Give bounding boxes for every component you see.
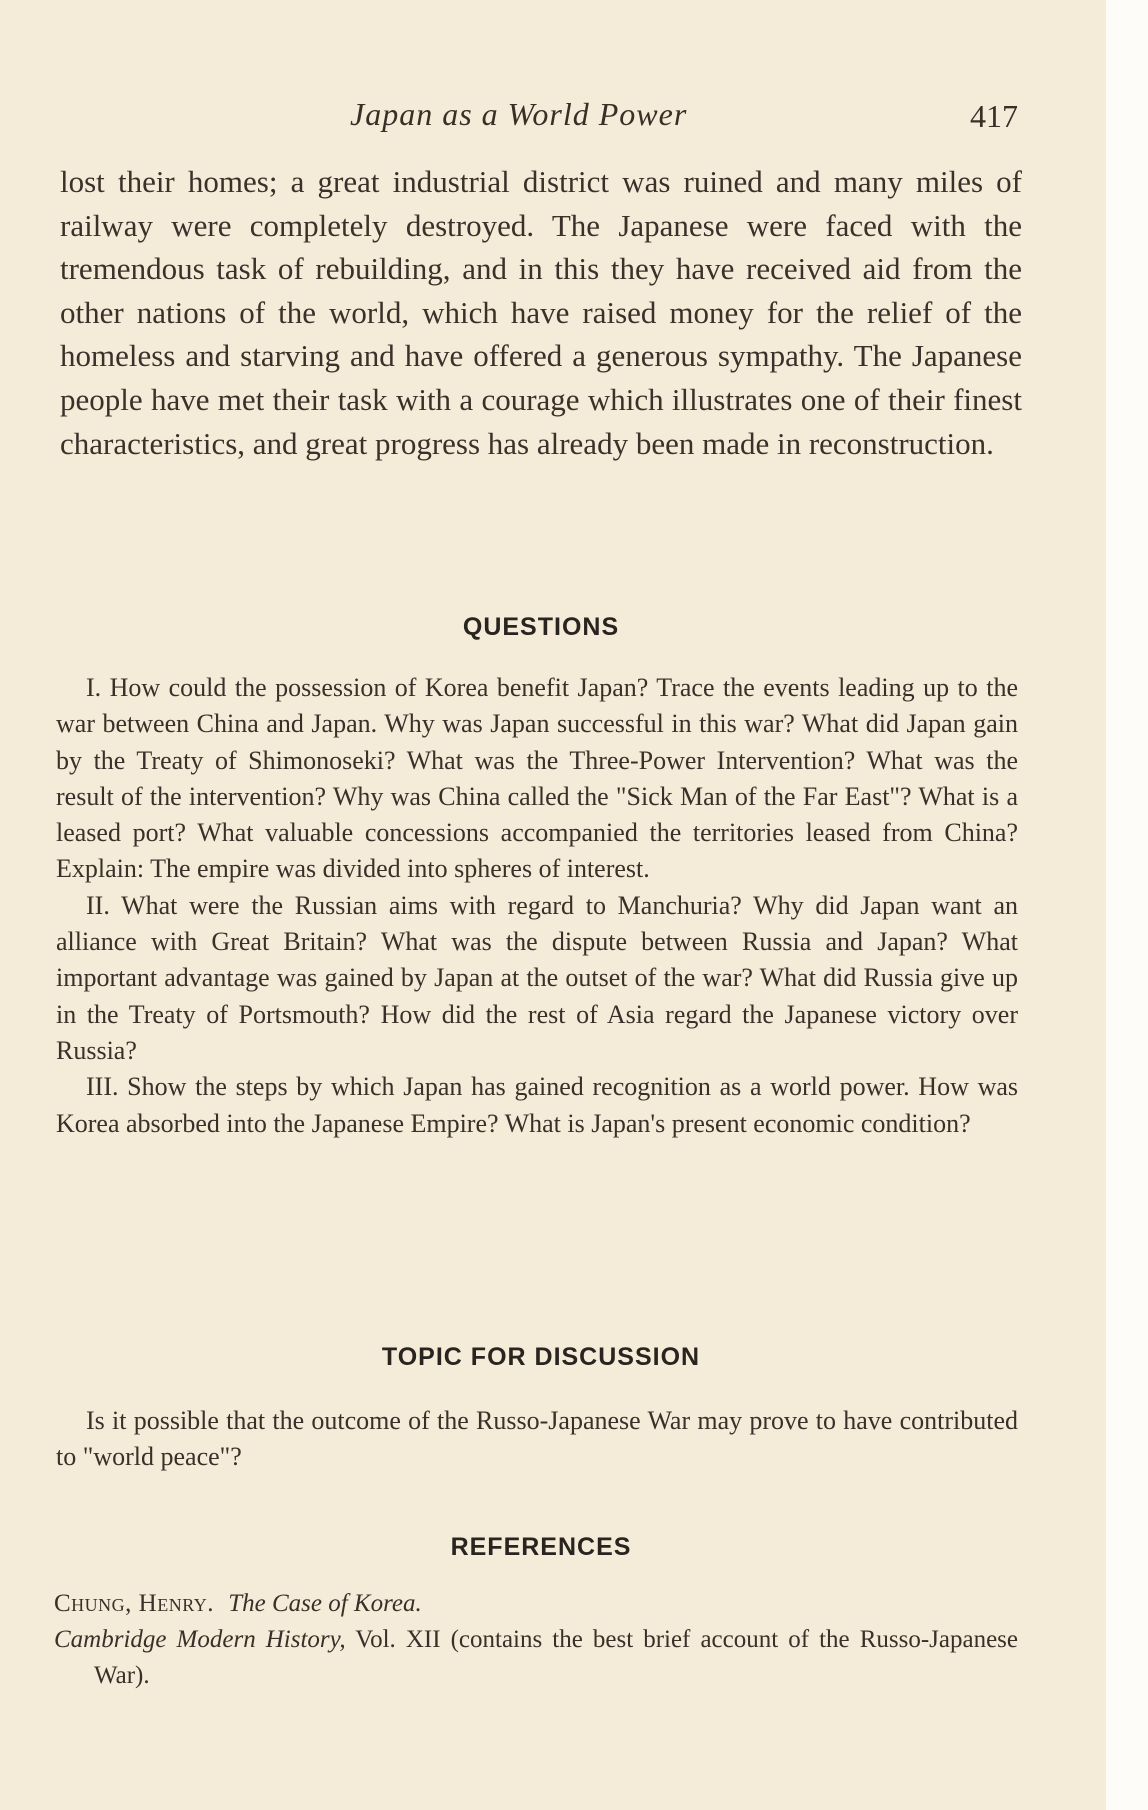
topic-heading: TOPIC FOR DISCUSSION	[381, 1343, 701, 1371]
question-group-2: II. What were the Russian aims with regard to Manchuria? Why did Japan want an alliance with Great Britain? What was the dispute between Russia and Japan? What important advantage was gained by Japan at the outset of the war? What did Russia give up in the Treaty of Portsmouth? How did the rest of Asia regard the Japanese victory over Russia?	[56, 890, 1018, 1065]
reference-detail: Vol. XII (contains the best brief account of the Russo-Japanese War).	[94, 1626, 1018, 1689]
question-group-3: III. Show the steps by which Japan has gained recognition as a world power. How was Korea absorbed into the Japanese Empire? What is Japan's present economic condition?	[56, 1072, 1018, 1138]
page-margin-edge	[1106, 0, 1148, 1810]
running-head	[350, 96, 1018, 140]
questions-heading: QUESTIONS	[462, 613, 620, 641]
reference-item	[54, 1622, 1018, 1694]
references-heading: REFERENCES	[450, 1533, 632, 1561]
question-group-1: I. How could the possession of Korea benefit Japan? Trace the events leading up to the war between China and Japan. Why was Japan successful in this war? What did Japan gain by the Treaty of Shimonoseki? What was the Three-Power Intervention? What was the result of the intervention? Why was China called the "Sick Man of the Far East"? What is a leased port? What valuable concessions accompanied the territories leased from China? Explain: The empire was divided into spheres of interest.	[56, 673, 1018, 884]
questions-list	[56, 670, 1018, 1142]
references-list	[54, 1586, 1018, 1694]
reference-title: The Case of Korea.	[228, 1590, 422, 1617]
page-number: 417	[970, 98, 1018, 134]
topic-text: Is it possible that the outcome of the Russo-Japanese War may prove to have contributed to "world peace"?	[56, 1406, 1018, 1472]
reference-title: Cambridge Modern History,	[54, 1626, 346, 1653]
reference-item	[54, 1586, 1018, 1622]
reference-author: Chung, Henry.	[54, 1590, 214, 1617]
running-title: Japan as a World Power	[350, 96, 688, 132]
body-paragraph: lost their homes; a great industrial district was ruined and many miles of railway were completely destroyed. The Japanese were faced with the tremendous task of rebuilding, and in this they have received aid from the other nations of the world, which have raised money for the relief of the homeless and starving and have offered a generous sympathy. The Japanese people have met their task with a courage which illustrates one of their finest characteristics, and great progress has already been made in reconstruction.	[60, 164, 1022, 461]
